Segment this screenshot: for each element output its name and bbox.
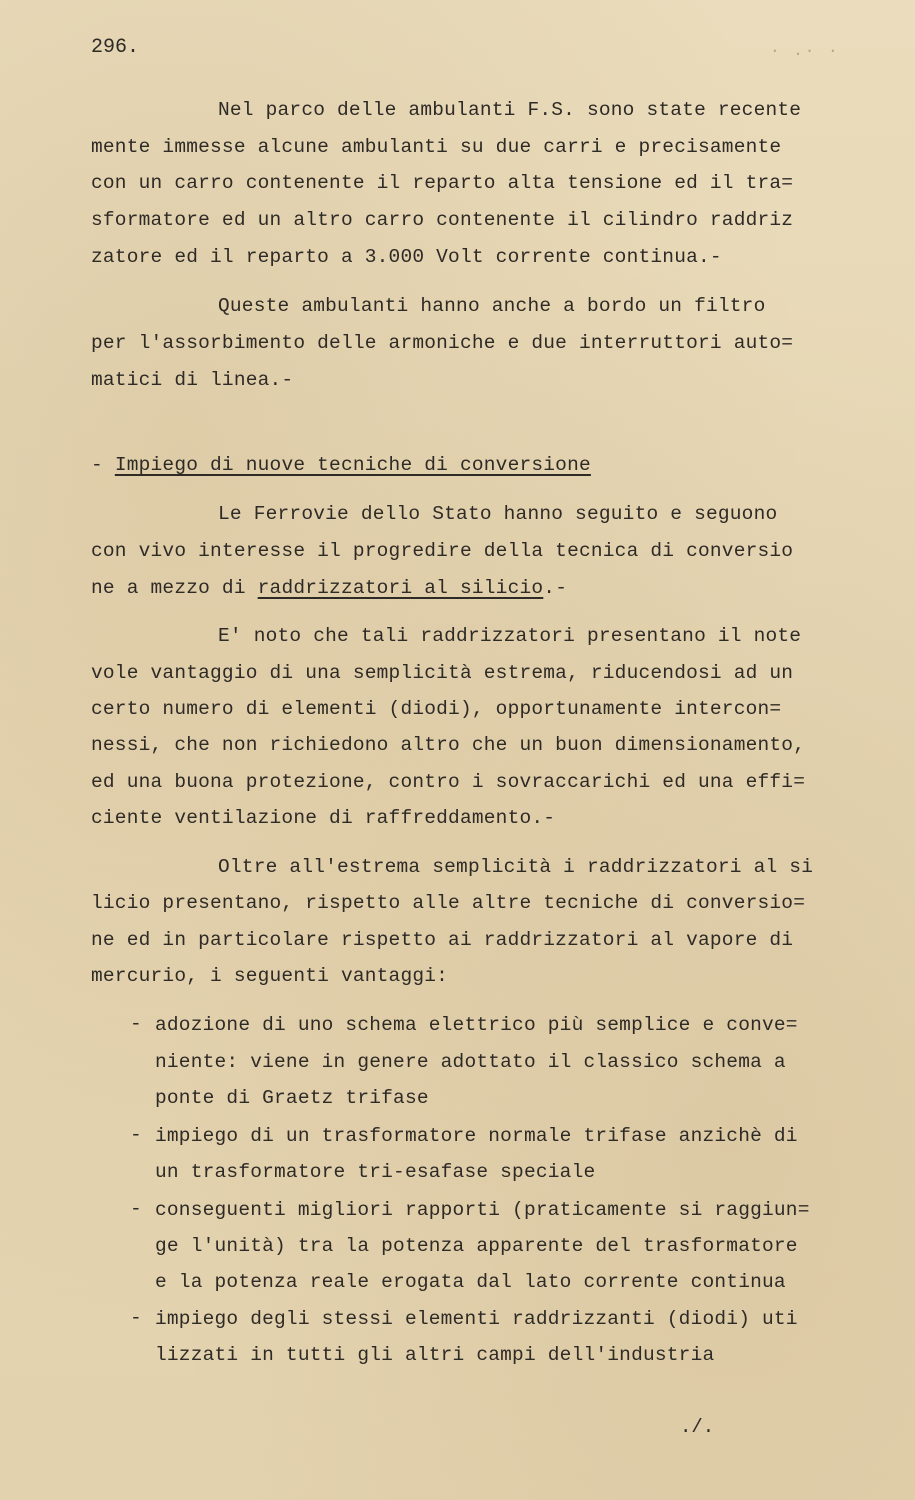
text-line: certo numero di elementi (diodi), opportunamente intercon= — [91, 698, 782, 720]
bullet-line: impiego di un trasformatore normale trifase anzichè di — [155, 1125, 798, 1147]
bullet-line: lizzati in tutti gli altri campi dell'industria — [155, 1344, 715, 1366]
text-line: E' noto che tali raddrizzatori presentano il note — [218, 625, 802, 647]
heading-prefix: - — [91, 454, 115, 476]
bullet-line: e la potenza reale erogata dal lato corrente continua — [155, 1271, 786, 1293]
text-line: ne ed in particolare rispetto ai raddrizzatori al vapore di — [91, 929, 794, 951]
line-prefix: ne a mezzo di — [91, 577, 258, 599]
bullet-dash: - — [130, 1198, 142, 1220]
text-line: mercurio, i seguenti vantaggi: — [91, 965, 449, 987]
text-line: matici di linea.- — [91, 369, 294, 391]
text-line: Nel parco delle ambulanti F.S. sono state recente — [218, 99, 802, 121]
text-line: con vivo interesse il progredire della tecnica di conversio — [91, 540, 794, 562]
text-line: zatore ed il reparto a 3.000 Volt corrente continua.- — [91, 246, 722, 268]
text-line: Le Ferrovie dello Stato hanno seguito e seguono — [218, 503, 778, 525]
bullet-line: un trasformatore tri-esafase speciale — [155, 1161, 596, 1183]
section-heading — [91, 453, 591, 477]
continuation-mark: ./. — [680, 1416, 715, 1438]
page-number: 296. — [91, 36, 140, 59]
underlined-phrase: raddrizzatori al silicio — [257, 577, 544, 599]
heading-text: Impiego di nuove tecniche di conversione — [114, 454, 591, 476]
bullet-dash: - — [130, 1307, 142, 1329]
bullet-line: ponte di Graetz trifase — [155, 1087, 429, 1109]
bullet-line: ge l'unità) tra la potenza apparente del trasformatore — [155, 1235, 798, 1257]
line-suffix: .- — [543, 577, 568, 599]
bullet-dash: - — [130, 1013, 142, 1035]
text-line: mente immesse alcune ambulanti su due carri e precisamente — [91, 136, 782, 158]
bullet-line: niente: viene in genere adottato il classico schema a — [155, 1051, 786, 1073]
corner-mark: · .· · — [770, 42, 840, 60]
bullet-line: conseguenti migliori rapporti (praticamente si raggiun= — [155, 1199, 810, 1221]
text-line: con un carro contenente il reparto alta tensione ed il tra= — [91, 172, 794, 194]
text-line: sformatore ed un altro carro contenente il cilindro raddriz — [91, 209, 794, 231]
bullet-dash: - — [130, 1124, 142, 1146]
text-line: Oltre all'estrema semplicità i raddrizzatori al si — [218, 856, 814, 878]
text-line: vole vantaggio di una semplicità estrema, riducendosi ad un — [91, 662, 794, 684]
text-line: ed una buona protezione, contro i sovraccarichi ed una effi= — [91, 771, 806, 793]
bullet-line: adozione di uno schema elettrico più semplice e conve= — [155, 1014, 798, 1036]
bullet-line: impiego degli stessi elementi raddrizzanti (diodi) uti — [155, 1308, 798, 1330]
text-line: licio presentano, rispetto alle altre tecniche di conversio= — [91, 892, 806, 914]
text-line — [91, 576, 567, 600]
text-line: Queste ambulanti hanno anche a bordo un filtro — [218, 295, 766, 317]
text-line: per l'assorbimento delle armoniche e due interruttori auto= — [91, 332, 794, 354]
text-line: nessi, che non richiedono altro che un buon dimensionamento, — [91, 734, 806, 756]
text-line: ciente ventilazione di raffreddamento.- — [91, 807, 556, 829]
